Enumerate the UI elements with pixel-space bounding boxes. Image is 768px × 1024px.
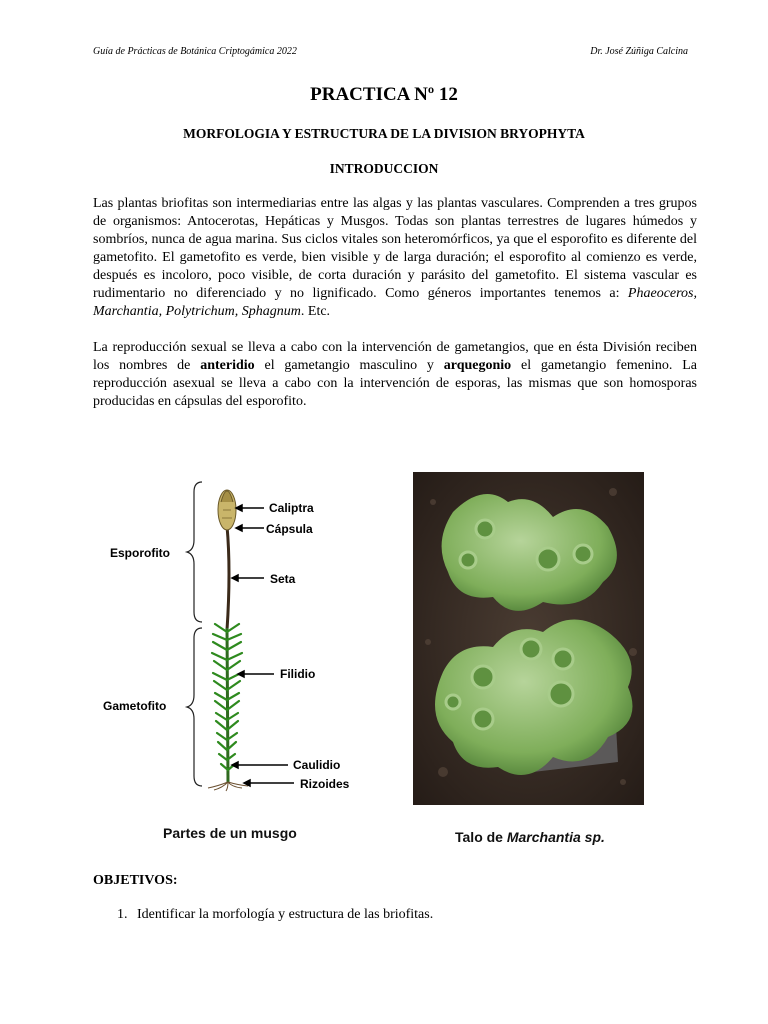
marchantia-illustration: [413, 472, 644, 805]
label-esporofito: Esporofito: [110, 546, 170, 560]
label-filidio: Filidio: [280, 667, 316, 681]
intro-heading: INTRODUCCION: [329, 161, 439, 176]
label-caulidio: Caulidio: [293, 758, 341, 772]
seta-stalk: [227, 526, 229, 630]
label-gametofito: Gametofito: [103, 699, 167, 713]
intro-paragraph: [93, 195, 697, 321]
reproduction-text-1: La reproducción sexual se lleva a cabo con la intervención de gametangios, que en ésta División reciben los nombres de: [93, 340, 697, 373]
header-left: Guía de Prácticas de Botánica Criptogámica 2022: [93, 46, 297, 57]
label-rizoides: Rizoides: [300, 777, 350, 791]
page-title: PRACTICA Nº 12: [310, 84, 458, 105]
brace-esporofito: [187, 482, 202, 622]
intro-paragraph-end: . Etc.: [300, 304, 331, 319]
genera-list: Phaeoceros, Marchantia, Polytrichum, Sphagnum: [93, 286, 697, 319]
objective-text: Identificar la morfología y estructura de las briofitas.: [137, 907, 434, 922]
intro-paragraph-text: Las plantas briofitas son intermediarias entre las algas y las plantas vasculares. Comprenden a tres grupos de organismos: Antocerotas, Hepáticas y Musgos. Todas son plantas terrestres de lugares húmedos y sombríos, nunca de agua marina. Sus ciclos vitales son heteromórficos, ya que el esporofito es diferente del gametofito. El gametofito es verde, bien visible y de larga duración; el esporofito al comienzo es verde, después es incoloro, poco visible, de corta duración y parásito del gametofito. El sistema vascular es rudimentario no diferenciado y no lignificado. Como géneros importantes tenemos a:: [93, 196, 697, 301]
marchantia-photo: [413, 472, 644, 805]
objectives-heading: OBJETIVOS:: [93, 873, 178, 888]
brace-gametofito: [187, 628, 202, 786]
moss-diagram: [90, 470, 380, 800]
reproduction-text-3: el gametangio femenino. La reproducción asexual se lleva a cabo con la intervención de esporas, las mismas que son homosporas producidas en cápsulas del esporofito.: [93, 358, 697, 409]
term-anteridio: anteridio: [200, 358, 255, 373]
objective-number: 1.: [117, 907, 128, 922]
marchantia-caption-prefix: Talo de: [455, 829, 507, 845]
reproduction-paragraph: [93, 339, 697, 411]
objectives-list: [93, 907, 697, 923]
marchantia-caption-species: Marchantia sp.: [506, 829, 605, 845]
header-right: Dr. José Zúñiga Calcina: [590, 46, 688, 57]
label-caliptra: Caliptra: [269, 501, 314, 515]
list-item: [93, 907, 697, 923]
marchantia-figure-caption: [455, 829, 605, 845]
label-capsula: Cápsula: [266, 522, 313, 536]
label-seta: Seta: [270, 572, 296, 586]
reproduction-text-2: el gametangio masculino y: [254, 358, 444, 373]
term-arquegonio: arquegonio: [443, 358, 512, 373]
moss-figure-caption: Partes de un musgo: [163, 825, 297, 841]
rizoides-roots: [208, 782, 248, 791]
page-subtitle: MORFOLOGIA Y ESTRUCTURA DE LA DIVISION BRYOPHYTA: [183, 126, 585, 141]
